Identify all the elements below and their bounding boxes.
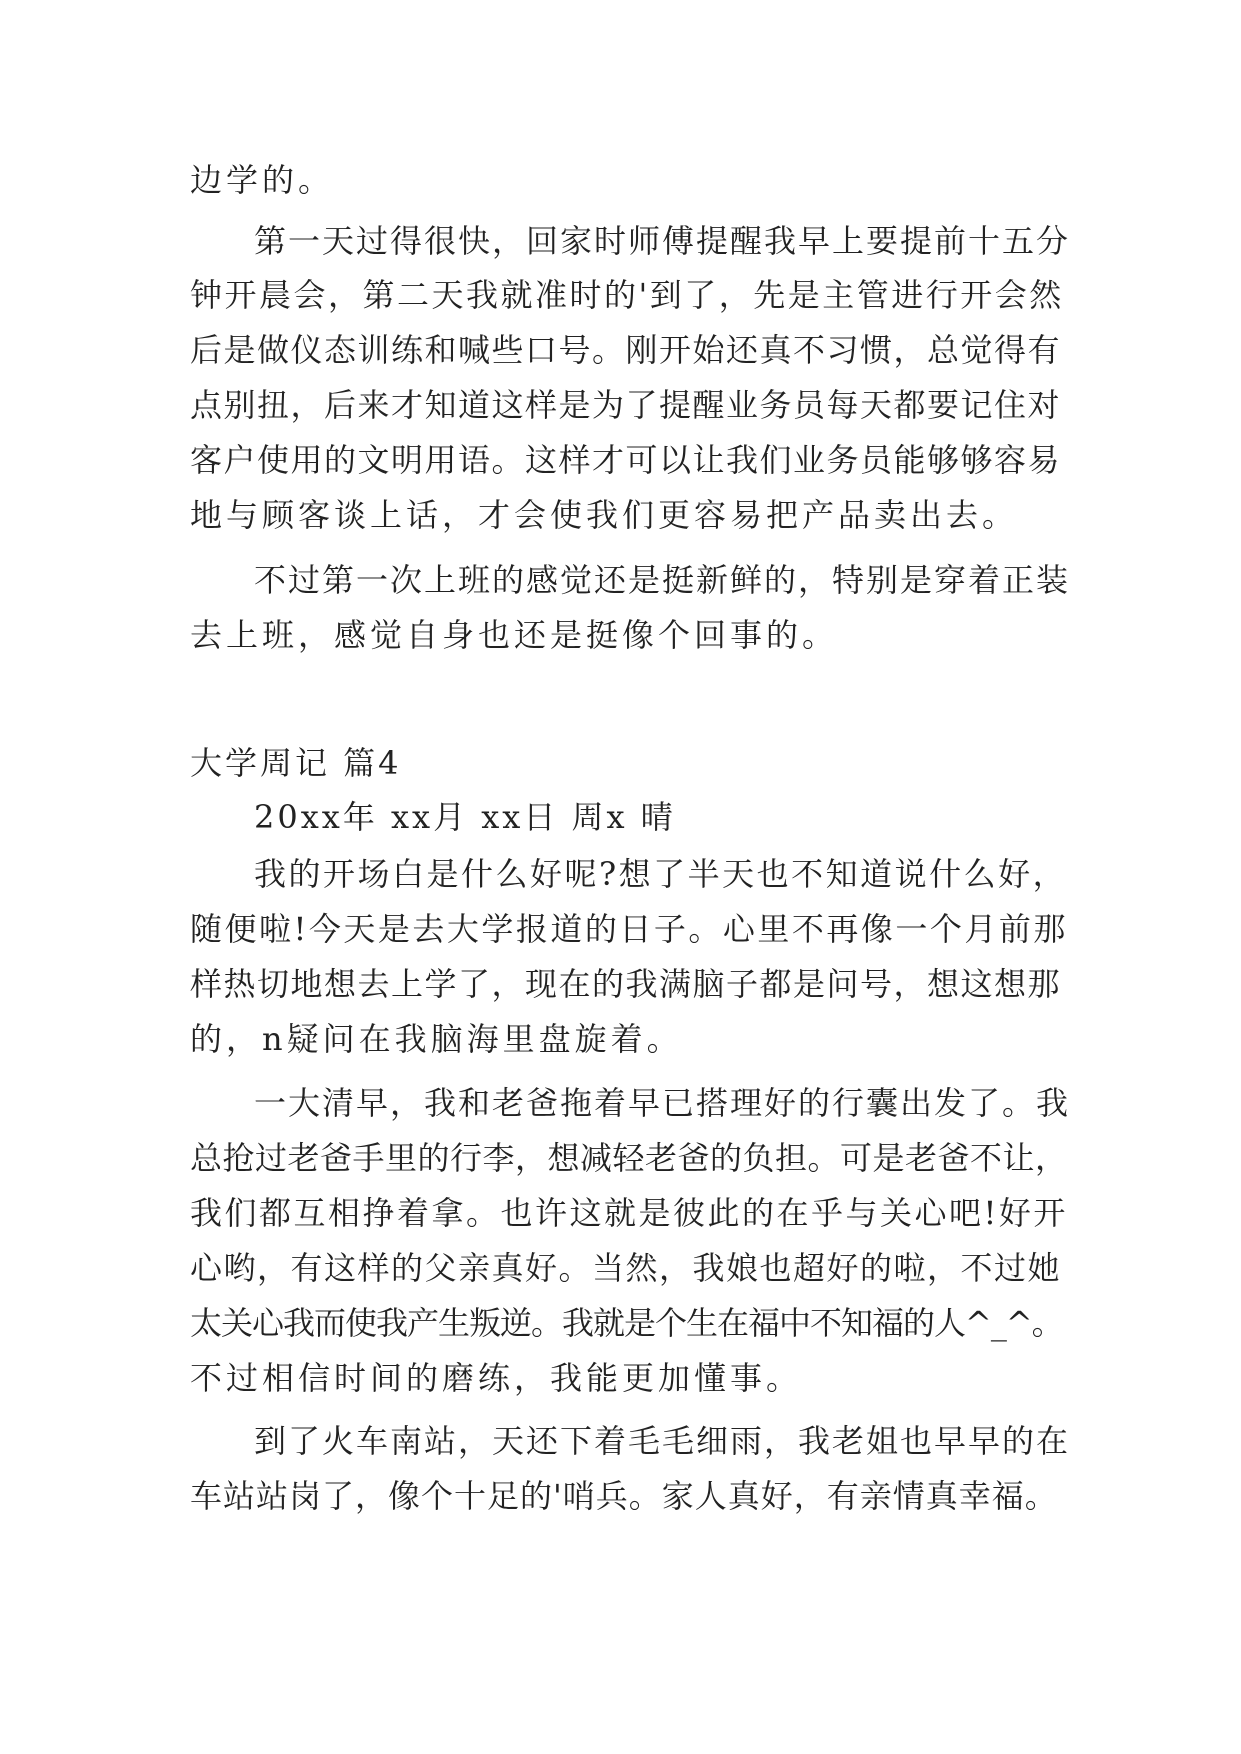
text-line: 的，n疑问在我脑海里盘旋着。: [190, 1020, 683, 1058]
text-line: 地与顾客谈上话，才会使我们更容易把产品卖出去。: [190, 496, 1019, 534]
text-line: 第一天过得很快，回家时师傅提醒我早上要提前十五分: [254, 222, 1071, 260]
text-line: 心哟，有这样的父亲真好。当然，我娘也超好的啦，不过她: [190, 1249, 1062, 1287]
text-line: 钟开晨会，第二天我就准时的'到了，先是主管进行开会然: [190, 276, 1064, 314]
text-line: 随便啦!今天是去大学报道的日子。心里不再像一个月前那: [190, 910, 1068, 948]
text-line: 到了火车南站，天还下着毛毛细雨，我老姐也早早的在: [254, 1422, 1071, 1460]
text-line: 我们都互相挣着拿。也许这就是彼此的在乎与关心吧!好开: [190, 1194, 1068, 1232]
text-line: 一大清早，我和老爸拖着早已搭理好的行囊出发了。我: [254, 1084, 1071, 1122]
text-line: 车站站岗了，像个十足的'哨兵。家人真好，有亲情真幸福。: [190, 1477, 1058, 1515]
text-line: 样热切地想去上学了，现在的我满脑子都是问号，想这想那: [190, 965, 1062, 1003]
text-line: 边学的。: [190, 161, 335, 199]
diary-date: 20xx年 xx月 xx日 周x 晴: [254, 798, 676, 836]
text-line: 太关心我而使我产生叛逆。我就是个生在福中不知福的人^_^。: [190, 1304, 1063, 1342]
text-line: 客户使用的文明用语。这样才可以让我们业务员能够够容易: [190, 441, 1062, 479]
section-title: 大学周记 篇4: [190, 744, 402, 782]
text-line: 后是做仪态训练和喊些口号。刚开始还真不习惯，总觉得有: [190, 331, 1062, 369]
text-line: 不过相信时间的磨练，我能更加懂事。: [190, 1359, 803, 1397]
text-line: 去上班，感觉自身也还是挺像个回事的。: [190, 616, 839, 654]
text-line: 点别扭，后来才知道这样是为了提醒业务员每天都要记住对: [190, 386, 1062, 424]
text-line: 不过第一次上班的感觉还是挺新鲜的，特别是穿着正装: [254, 561, 1071, 599]
text-line: 总抢过老爸手里的行李，想减轻老爸的负担。可是老爸不让，: [190, 1139, 1068, 1177]
text-line: 我的开场白是什么好呢?想了半天也不知道说什么好，: [254, 855, 1068, 893]
